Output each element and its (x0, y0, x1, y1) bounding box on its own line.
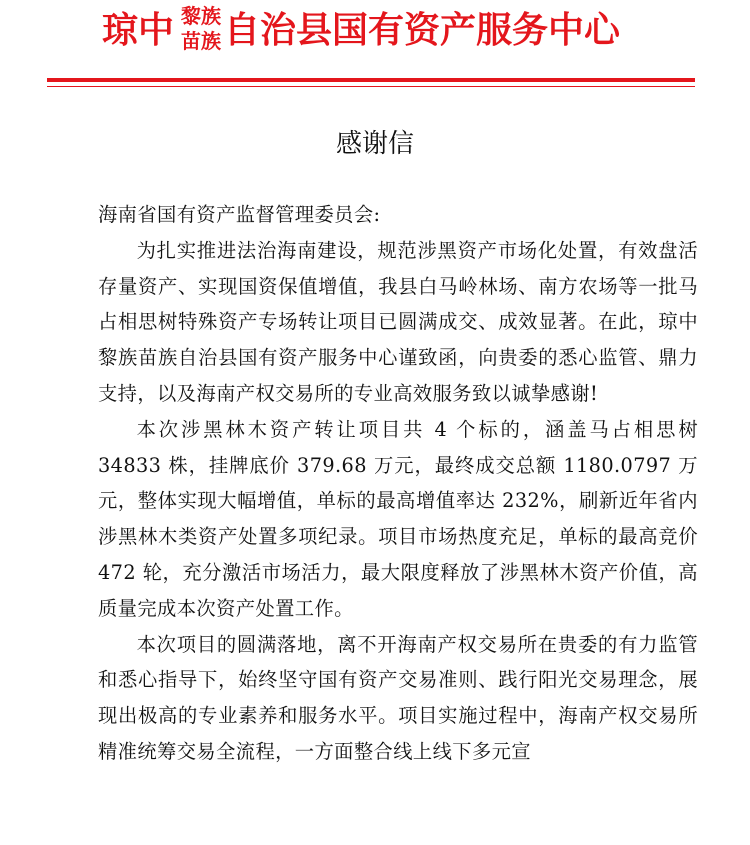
letter-title: 感谢信 (335, 129, 414, 159)
org-name-prefix: 琼中 (102, 10, 175, 51)
org-name-stack-bottom: 苗族 (181, 29, 221, 53)
letter-body (98, 197, 698, 770)
paragraph-2: 本次涉黑林木资产转让项目共 4 个标的，涵盖马占相思树 34833 株，挂牌底价 379.68 万元，最终成交总额 1180.0797 万元，整体实现大幅增值，单标的最高增值率达 232%，刷新近年省内涉黑林木类资产处置多项纪录。项目市场热度充足，单标的最高竞价 472 轮，充分激活市场活力，最大限度释放了涉黑林木资产价值，高质量完成本次资产处置工作。 (98, 417, 698, 620)
org-name-ethnic-stack (181, 4, 227, 54)
org-name-stack-top: 黎族 (181, 4, 221, 28)
paragraph-1: 为扎实推进法治海南建设，规范涉黑资产市场化处置，有效盘活存量资产、实现国资保值增值，我县白马岭林场、南方农场等一批马占相思树特殊资产专场转让项目已圆满成交、成效显著。在此，琼中黎族苗族自治县国有资产服务中心谨致函，向贵委的悉心监管、鼎力支持，以及海南产权交易所的专业高效服务致以诚挚感谢! (98, 238, 698, 405)
paragraph-3: 本次项目的圆满落地，离不开海南产权交易所在贵委的有力监管和悉心指导下，始终坚守国有资产交易准则、践行阳光交易理念，展现出极高的专业素养和服务水平。项目实施过程中，海南产权交易所精准统筹交易全流程，一方面整合线上线下多元宣 (98, 632, 698, 763)
letterhead (0, 0, 750, 62)
letterhead-rule-thick (47, 78, 695, 82)
letterhead-rule-thin (47, 86, 695, 87)
salutation: 海南省国有资产监督管理委员会: (98, 203, 381, 226)
org-name-suffix: 自治县国有资产服务中心 (224, 10, 621, 51)
